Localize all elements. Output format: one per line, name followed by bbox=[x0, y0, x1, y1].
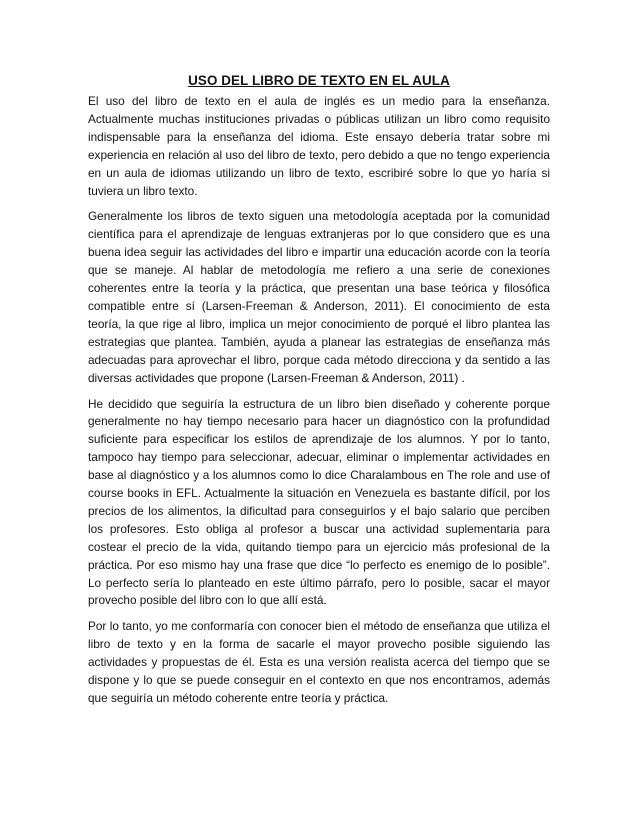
paragraph-2: Generalmente los libros de texto siguen una metodología aceptada por la comunidad científica para el aprendizaje de lenguas extranjeras por lo que considero que es una buena idea seguir las actividades del libro e impartir una educación acorde con la teoría que se maneje. Al hablar de metodología me refiero a una serie de conexiones coherentes entre la teoría y la práctica, que presentan una base teórica y filosófica compatible entre sí (Larsen-Freeman & Anderson, 2011). El conocimiento de esta teoría, la que rige al libro, implica un mejor conocimiento de porqué el libro plantea las estrategias que plantea. También, ayuda a planear las estrategias de enseñanza más adecuadas para aprovechar el libro, porque cada método direcciona y da sentido a las diversas actividades que propone (Larsen-Freeman & Anderson, 2011) . bbox=[88, 209, 550, 385]
paragraph-3: He decidido que seguiría la estructura de un libro bien diseñado y coherente porque generalmente no hay tiempo necesario para hacer un diagnóstico con la profundidad suficiente para especificar los estilos de aprendizaje de los alumnos. Y por lo tanto, tampoco hay tiempo para seleccionar, adecuar, eliminar o implementar actividades en base al diagnóstico y a los alumnos como lo dice Charalambous en The role and use of course books in EFL. Actualmente la situación en Venezuela es bastante difícil, por los precios de los alimentos, la dificultad para conseguirlos y el bajo salario que perciben los profesores. Esto obliga al profesor a buscar una actividad suplementaria para costear el precio de la vida, quitando tiempo para un ejercicio más profesional de la práctica. Por eso mismo hay una frase que dice “lo perfecto es enemigo de lo posible”. Lo perfecto sería lo planteado en este último párrafo, pero lo posible, sacar el mayor provecho posible del libro con lo que allí está. bbox=[88, 396, 550, 608]
paragraph-4: Por lo tanto, yo me conformaría con conocer bien el método de enseñanza que utiliza el libro de texto y en la forma de sacarle el mayor provecho posible siguiendo las actividades y propuestas de él. Esta es una versión realista acerca del tiempo que se dispone y lo que se puede conseguir en el contexto en que nos encontramos, además que seguiría un método coherente entre teoría y práctica. bbox=[88, 619, 550, 705]
document-page bbox=[88, 72, 550, 716]
paragraph-1: El uso del libro de texto en el aula de inglés es un medio para la enseñanza. Actualmente muchas instituciones privadas o públicas utilizan un libro como requisito indispensable para la enseñanza del idioma. Este ensayo debería tratar sobre mi experiencia en relación al uso del libro de texto, pero debido a que no tengo experiencia en un aula de idiomas utilizando un libro de texto, escribiré sobre lo que yo haría si tuviera un libro texto. bbox=[88, 94, 550, 198]
document-title: USO DEL LIBRO DE TEXTO EN EL AULA bbox=[188, 73, 450, 88]
